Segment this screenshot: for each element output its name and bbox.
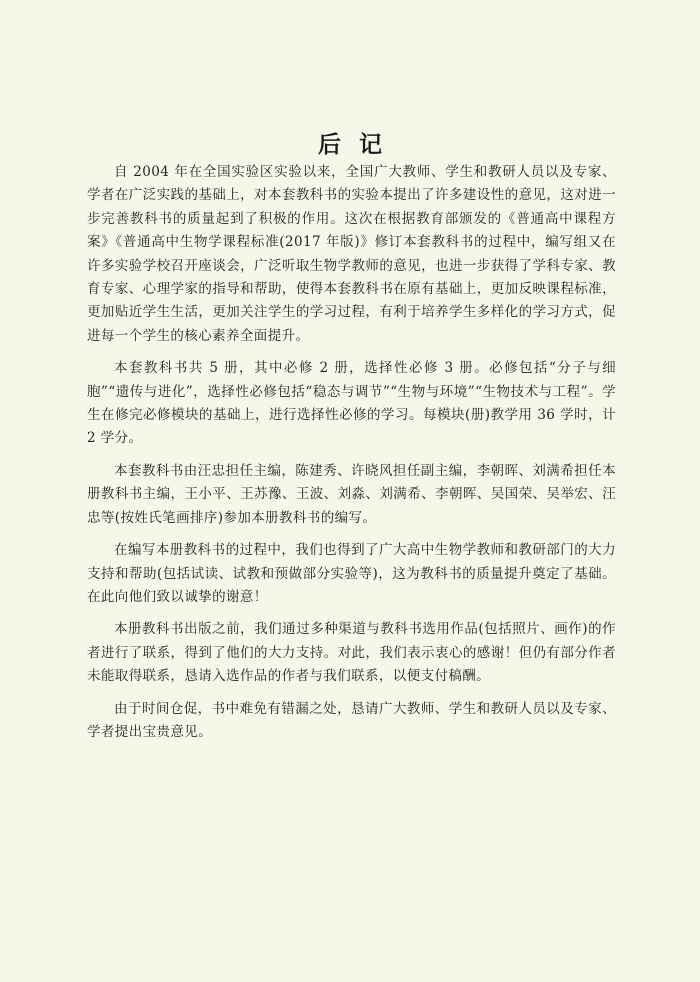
- paragraph-2: 本套教科书共 5 册，其中必修 2 册，选择性必修 3 册。必修包括“分子与细胞”“遗传与进化”，选择性必修包括“稳态与调节”“生物与环境”“生物技术与工程”。学生在修完必修模块的基础上，进行选择性必修的学习。每模块(册)教学用 36 学时，计 2 学分。: [87, 360, 616, 447]
- paragraph-6: 由于时间仓促，书中难免有错漏之处，恳请广大教师、学生和教研人员以及专家、学者提出宝贵意见。: [87, 700, 616, 740]
- afterword-body: [87, 161, 616, 753]
- paragraph-3: 本套教科书由汪忠担任主编，陈建秀、许晓风担任副主编，李朝晖、刘满希担任本册教科书主编，王小平、王苏豫、王波、刘淼、刘满希、李朝晖、吴国荣、吴举宏、汪忠等(按姓氏笔画排序)参加本册教科书的编写。: [87, 462, 616, 526]
- page-title: 后记: [318, 132, 400, 159]
- paragraph-5: 本册教科书出版之前，我们通过多种渠道与教科书选用作品(包括照片、画作)的作者进行了联系，得到了他们的大力支持。对此，我们表示衷心的感谢！但仍有部分作者未能取得联系，恳请入选作品的作者与我们联系，以便支付稿酬。: [87, 621, 616, 685]
- paragraph-4: 在编写本册教科书的过程中，我们也得到了广大高中生物学教师和教研部门的大力支持和帮助(包括试读、试教和预做部分实验等)，这为教科书的质量提升奠定了基础。在此向他们致以诚挚的谢意！: [87, 542, 616, 605]
- paragraph-1: 自 2004 年在全国实验区实验以来，全国广大教师、学生和教研人员以及专家、学者在广泛实践的基础上，对本套教科书的实验本提出了许多建设性的意见，这对进一步完善教科书的质量起到了积极的作用。这次在根据教育部颁发的《普通高中课程方案》《普通高中生物学课程标准(2017 年版)》修订本套教科书的过程中，编写组又在许多实验学校召开座谈会，广泛听取生物学教师的意见，也进一步获得了学科专家、教育专家、心理学家的指导和帮助，使得本套教科书在原有基础上，更加反映课程标准，更加贴近学生生活，更加关注学生的学习过程，有利于培养学生多样化的学习方式，促进每一个学生的核心素养全面提升。: [87, 164, 616, 344]
